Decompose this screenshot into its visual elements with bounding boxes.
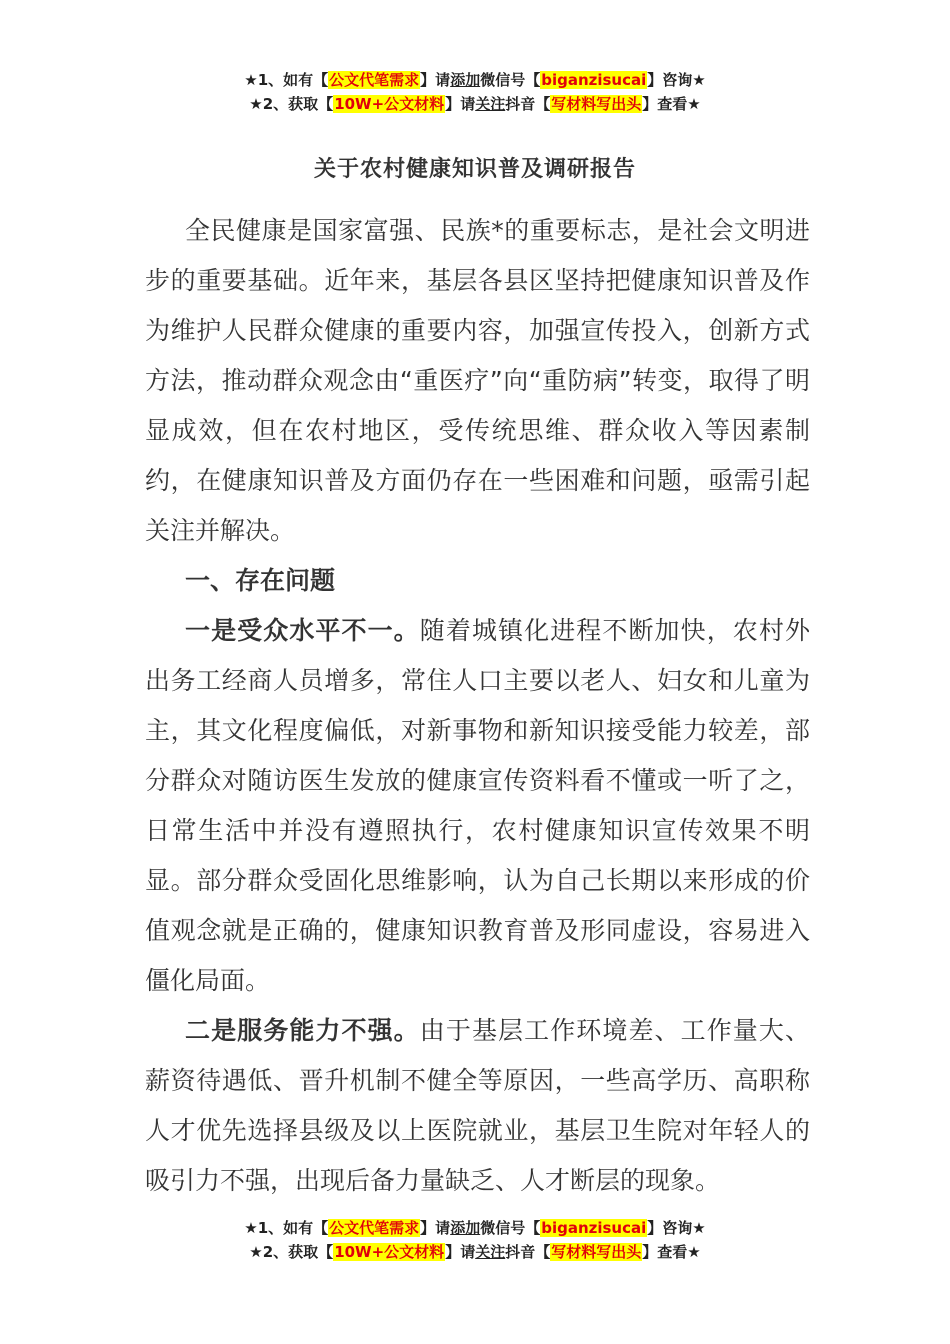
point-2-text: 由于基层工作环境差、工作量大、薪资待遇低、晋升机制不健全等原因，一些高学历、高职称人才优先选择县级及以上医院就业，基层卫生院对年轻人的吸引力不强，出现后备力量缺乏、人才断层的现象。 [145,1016,810,1195]
douyin-account: 写材料写出头 [551,95,642,113]
point-1-lead: 一是受众水平不一。 [185,616,420,645]
point-1-text: 随着城镇化进程不断加快，农村外出务工经商人员增多，常住人口主要以老人、妇女和儿童为主，其文化程度偏低，对新事物和新知识接受能力较差，部分群众对随访医生发放的健康宣传资料看不懂或一听了之，日常生活中并没有遵照执行，农村健康知识宣传效果不明显。部分群众受固化思维影响，认为自己长期以来形成的价值观念就是正确的，健康知识教育普及形同虚设，容易进入僵化局面。 [145,616,810,995]
promo-line-1 [0,1216,950,1240]
promo-highlight: 10W+公文材料 [334,95,445,113]
promo-highlight: 公文代笔需求 [329,71,420,89]
promo-text: 】请 [445,1243,476,1261]
promo-banner-bottom [0,1216,950,1264]
promo-underline: 关注 [475,95,506,113]
promo-underline: 添加 [450,71,481,89]
wechat-id: biganzisucai [541,1219,647,1237]
point-2-lead: 二是服务能力不强。 [185,1016,420,1045]
promo-text: 】请 [420,1219,451,1237]
promo-text: 】请 [420,71,451,89]
promo-text: ★2、获取【 [249,95,334,113]
promo-text: 】咨询★ [647,1219,706,1237]
promo-text: ★1、如有【 [244,1219,329,1237]
promo-text: ★1、如有【 [244,71,329,89]
promo-text: ★2、获取【 [249,1243,334,1261]
promo-text: 抖音【 [505,1243,551,1261]
promo-line-2 [0,92,950,116]
section-heading: 一、存在问题 [185,566,336,595]
promo-underline: 添加 [450,1219,481,1237]
promo-highlight: 公文代笔需求 [329,1219,420,1237]
promo-line-2 [0,1240,950,1264]
document-body [145,206,810,1206]
point-2-paragraph [145,1006,810,1206]
promo-text: 】请 [445,95,476,113]
promo-highlight: 10W+公文材料 [334,1243,445,1261]
promo-text: 】咨询★ [647,71,706,89]
promo-text: 】查看★ [642,1243,701,1261]
document-title: 关于农村健康知识普及调研报告 [313,157,636,182]
promo-text: 微信号【 [480,71,541,89]
wechat-id: biganzisucai [541,71,647,89]
douyin-account: 写材料写出头 [551,1243,642,1261]
point-1-paragraph [145,606,810,1006]
promo-text: 抖音【 [505,95,551,113]
promo-line-1 [0,68,950,92]
promo-text: 微信号【 [480,1219,541,1237]
promo-underline: 关注 [475,1243,506,1261]
promo-banner-top [0,68,950,116]
promo-text: 】查看★ [642,95,701,113]
intro-paragraph: 全民健康是国家富强、民族*的重要标志，是社会文明进步的重要基础。近年来，基层各县区坚持把健康知识普及作为维护人民群众健康的重要内容，加强宣传投入，创新方式方法，推动群众观念由“重医疗”向“重防病”转变，取得了明显成效，但在农村地区，受传统思维、群众收入等因素制约，在健康知识普及方面仍存在一些困难和问题，亟需引起关注并解决。 [145,216,810,545]
